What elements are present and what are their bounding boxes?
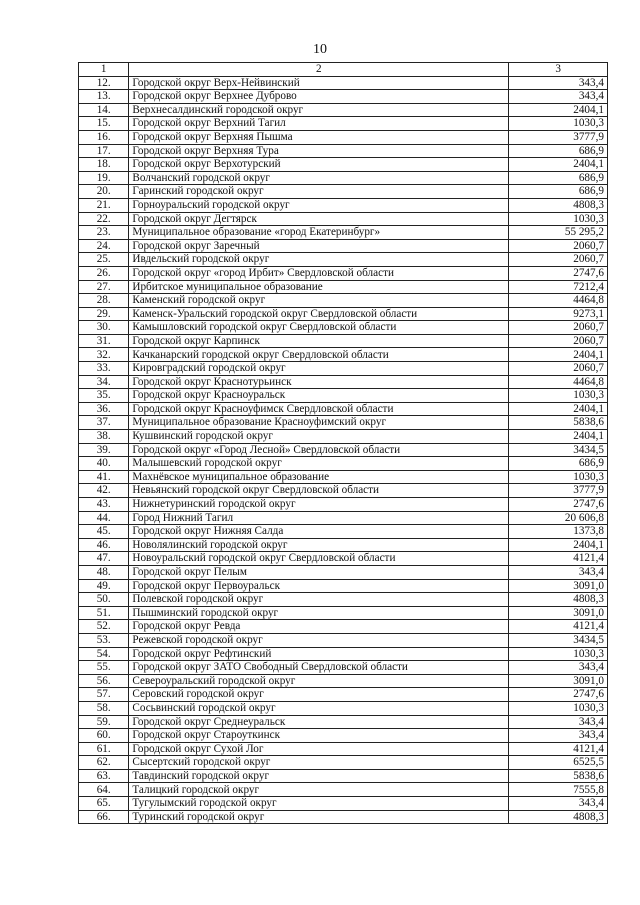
row-number: 30. — [79, 321, 129, 335]
row-number: 59. — [79, 715, 129, 729]
row-value: 4464,8 — [509, 294, 608, 308]
table-row — [79, 253, 608, 267]
row-value: 4808,3 — [509, 198, 608, 212]
header-col-3: 3 — [509, 63, 608, 77]
table-row — [79, 226, 608, 240]
table-row — [79, 443, 608, 457]
table-row — [79, 307, 608, 321]
row-value: 2747,6 — [509, 498, 608, 512]
table-row — [79, 688, 608, 702]
table-row — [79, 144, 608, 158]
row-value: 2404,1 — [509, 402, 608, 416]
row-value: 2747,6 — [509, 266, 608, 280]
row-number: 14. — [79, 103, 129, 117]
row-value: 3434,5 — [509, 443, 608, 457]
table-row — [79, 375, 608, 389]
row-number: 37. — [79, 416, 129, 430]
table-row — [79, 498, 608, 512]
row-number: 52. — [79, 620, 129, 634]
row-municipality-name: Городской округ Верхний Тагил — [129, 117, 509, 131]
row-municipality-name: Городской округ Заречный — [129, 239, 509, 253]
row-municipality-name: Малышевский городской округ — [129, 457, 509, 471]
table-row — [79, 579, 608, 593]
row-number: 48. — [79, 565, 129, 579]
row-number: 55. — [79, 661, 129, 675]
row-number: 40. — [79, 457, 129, 471]
row-municipality-name: Кушвинский городской округ — [129, 430, 509, 444]
row-municipality-name: Городской округ Староуткинск — [129, 729, 509, 743]
row-number: 22. — [79, 212, 129, 226]
row-municipality-name: Талицкий городской округ — [129, 783, 509, 797]
row-value: 686,9 — [509, 171, 608, 185]
row-value: 2747,6 — [509, 688, 608, 702]
row-value: 9273,1 — [509, 307, 608, 321]
row-number: 26. — [79, 266, 129, 280]
row-municipality-name: Городской округ Дегтярск — [129, 212, 509, 226]
row-value: 1030,3 — [509, 470, 608, 484]
row-number: 45. — [79, 525, 129, 539]
row-number: 33. — [79, 362, 129, 376]
row-number: 65. — [79, 797, 129, 811]
table-row — [79, 362, 608, 376]
table-row — [79, 783, 608, 797]
table-row — [79, 130, 608, 144]
row-municipality-name: Городской округ Пелым — [129, 565, 509, 579]
row-number: 34. — [79, 375, 129, 389]
row-municipality-name: Ивдельский городской округ — [129, 253, 509, 267]
table-row — [79, 212, 608, 226]
row-value: 2060,7 — [509, 239, 608, 253]
row-municipality-name: Полевской городской округ — [129, 593, 509, 607]
row-municipality-name: Городской округ Красноуфимск Свердловской области — [129, 402, 509, 416]
table-row — [79, 334, 608, 348]
row-number: 57. — [79, 688, 129, 702]
row-number: 15. — [79, 117, 129, 131]
table-row — [79, 389, 608, 403]
table-row — [79, 633, 608, 647]
row-municipality-name: Кировградский городской округ — [129, 362, 509, 376]
row-value: 686,9 — [509, 185, 608, 199]
table-row — [79, 76, 608, 90]
row-municipality-name: Серовский городской округ — [129, 688, 509, 702]
row-value: 1373,8 — [509, 525, 608, 539]
row-number: 64. — [79, 783, 129, 797]
page-number: 10 — [313, 42, 327, 57]
row-value: 1030,3 — [509, 117, 608, 131]
table-row — [79, 606, 608, 620]
table-row — [79, 565, 608, 579]
table-row — [79, 185, 608, 199]
row-municipality-name: Горноуральский городской округ — [129, 198, 509, 212]
row-value: 4121,4 — [509, 552, 608, 566]
table-row — [79, 593, 608, 607]
table-row — [79, 117, 608, 131]
table-body — [79, 63, 608, 824]
row-value: 5838,6 — [509, 416, 608, 430]
row-municipality-name: Махнёвское муниципальное образование — [129, 470, 509, 484]
row-number: 17. — [79, 144, 129, 158]
row-number: 24. — [79, 239, 129, 253]
row-number: 56. — [79, 674, 129, 688]
table-row — [79, 769, 608, 783]
row-value: 343,4 — [509, 90, 608, 104]
table-row — [79, 674, 608, 688]
row-value: 4464,8 — [509, 375, 608, 389]
row-number: 31. — [79, 334, 129, 348]
table-row — [79, 552, 608, 566]
row-value: 4808,3 — [509, 810, 608, 824]
row-number: 58. — [79, 701, 129, 715]
table-row — [79, 158, 608, 172]
table-row — [79, 198, 608, 212]
row-municipality-name: Туринский городской округ — [129, 810, 509, 824]
header-col-2: 2 — [129, 63, 509, 77]
row-number: 21. — [79, 198, 129, 212]
row-value: 3091,0 — [509, 579, 608, 593]
row-municipality-name: Верхнесалдинский городской округ — [129, 103, 509, 117]
table-row — [79, 171, 608, 185]
row-value: 343,4 — [509, 661, 608, 675]
row-municipality-name: Качканарский городской округ Свердловской области — [129, 348, 509, 362]
row-number: 13. — [79, 90, 129, 104]
row-municipality-name: Городской округ Верх-Нейвинский — [129, 76, 509, 90]
table-row — [79, 715, 608, 729]
row-municipality-name: Городской округ Краснотурьинск — [129, 375, 509, 389]
table-row — [79, 729, 608, 743]
row-value: 3434,5 — [509, 633, 608, 647]
table-row — [79, 797, 608, 811]
row-number: 49. — [79, 579, 129, 593]
row-municipality-name: Городской округ Ревда — [129, 620, 509, 634]
row-municipality-name: Тавдинский городской округ — [129, 769, 509, 783]
row-value: 2060,7 — [509, 334, 608, 348]
table-row — [79, 484, 608, 498]
row-value: 2060,7 — [509, 321, 608, 335]
row-number: 20. — [79, 185, 129, 199]
row-municipality-name: Городской округ Среднеуральск — [129, 715, 509, 729]
table-row — [79, 647, 608, 661]
table-row — [79, 239, 608, 253]
row-number: 50. — [79, 593, 129, 607]
table-row — [79, 470, 608, 484]
table-row — [79, 661, 608, 675]
row-value: 55 295,2 — [509, 226, 608, 240]
row-number: 32. — [79, 348, 129, 362]
table-row — [79, 266, 608, 280]
row-value: 4121,4 — [509, 620, 608, 634]
row-value: 20 606,8 — [509, 511, 608, 525]
row-value: 343,4 — [509, 797, 608, 811]
row-value: 3091,0 — [509, 674, 608, 688]
row-number: 44. — [79, 511, 129, 525]
row-municipality-name: Городской округ Сухой Лог — [129, 742, 509, 756]
row-municipality-name: Волчанский городской округ — [129, 171, 509, 185]
row-municipality-name: Каменский городской округ — [129, 294, 509, 308]
row-municipality-name: Город Нижний Тагил — [129, 511, 509, 525]
row-municipality-name: Нижнетуринский городской округ — [129, 498, 509, 512]
table-row — [79, 538, 608, 552]
table-row — [79, 90, 608, 104]
row-number: 29. — [79, 307, 129, 321]
row-municipality-name: Сосьвинский городской округ — [129, 701, 509, 715]
table-row — [79, 511, 608, 525]
row-municipality-name: Муниципальное образование «город Екатеринбург» — [129, 226, 509, 240]
row-value: 2060,7 — [509, 253, 608, 267]
row-value: 1030,3 — [509, 701, 608, 715]
row-number: 53. — [79, 633, 129, 647]
table-row — [79, 742, 608, 756]
table-header-row — [79, 63, 608, 77]
row-number: 39. — [79, 443, 129, 457]
row-number: 60. — [79, 729, 129, 743]
row-municipality-name: Камышловский городской округ Свердловской области — [129, 321, 509, 335]
row-number: 36. — [79, 402, 129, 416]
row-municipality-name: Тугулымский городской округ — [129, 797, 509, 811]
row-value: 4121,4 — [509, 742, 608, 756]
row-number: 38. — [79, 430, 129, 444]
row-municipality-name: Городской округ ЗАТО Свободный Свердловской области — [129, 661, 509, 675]
row-number: 35. — [79, 389, 129, 403]
row-number: 41. — [79, 470, 129, 484]
row-value: 7212,4 — [509, 280, 608, 294]
data-table — [78, 62, 608, 824]
row-municipality-name: Городской округ Рефтинский — [129, 647, 509, 661]
row-number: 25. — [79, 253, 129, 267]
row-value: 343,4 — [509, 565, 608, 579]
table-row — [79, 103, 608, 117]
row-number: 42. — [79, 484, 129, 498]
row-municipality-name: Каменск-Уральский городской округ Свердловской области — [129, 307, 509, 321]
row-value: 2060,7 — [509, 362, 608, 376]
row-number: 46. — [79, 538, 129, 552]
row-number: 62. — [79, 756, 129, 770]
row-value: 1030,3 — [509, 212, 608, 226]
row-number: 12. — [79, 76, 129, 90]
row-municipality-name: Городской округ Красноуральск — [129, 389, 509, 403]
row-value: 3777,9 — [509, 130, 608, 144]
table-row — [79, 348, 608, 362]
header-col-1: 1 — [79, 63, 129, 77]
row-municipality-name: Городской округ «город Ирбит» Свердловской области — [129, 266, 509, 280]
row-value: 343,4 — [509, 715, 608, 729]
row-municipality-name: Городской округ Первоуральск — [129, 579, 509, 593]
table-row — [79, 416, 608, 430]
row-value: 5838,6 — [509, 769, 608, 783]
row-municipality-name: Городской округ Верхняя Тура — [129, 144, 509, 158]
table-row — [79, 430, 608, 444]
table-row — [79, 280, 608, 294]
row-number: 66. — [79, 810, 129, 824]
row-number: 23. — [79, 226, 129, 240]
row-number: 28. — [79, 294, 129, 308]
row-municipality-name: Городской округ Верхнее Дуброво — [129, 90, 509, 104]
row-number: 18. — [79, 158, 129, 172]
table-row — [79, 294, 608, 308]
row-value: 2404,1 — [509, 103, 608, 117]
row-number: 47. — [79, 552, 129, 566]
table-row — [79, 701, 608, 715]
table-row — [79, 620, 608, 634]
row-number: 16. — [79, 130, 129, 144]
row-municipality-name: Сысертский городской округ — [129, 756, 509, 770]
row-value: 2404,1 — [509, 538, 608, 552]
row-number: 19. — [79, 171, 129, 185]
row-value: 6525,5 — [509, 756, 608, 770]
table-row — [79, 525, 608, 539]
row-municipality-name: Новоуральский городской округ Свердловской области — [129, 552, 509, 566]
row-number: 27. — [79, 280, 129, 294]
row-municipality-name: Муниципальное образование Красноуфимский округ — [129, 416, 509, 430]
row-municipality-name: Городской округ Верхняя Пышма — [129, 130, 509, 144]
row-municipality-name: Городской округ Нижняя Салда — [129, 525, 509, 539]
table-row — [79, 457, 608, 471]
row-municipality-name: Городской округ Верхотурский — [129, 158, 509, 172]
row-number: 63. — [79, 769, 129, 783]
table-row — [79, 402, 608, 416]
row-municipality-name: Городской округ Карпинск — [129, 334, 509, 348]
row-municipality-name: Городской округ «Город Лесной» Свердловской области — [129, 443, 509, 457]
table-row — [79, 756, 608, 770]
row-number: 43. — [79, 498, 129, 512]
row-value: 4808,3 — [509, 593, 608, 607]
table-row — [79, 321, 608, 335]
row-number: 61. — [79, 742, 129, 756]
row-municipality-name: Гаринский городской округ — [129, 185, 509, 199]
row-value: 343,4 — [509, 729, 608, 743]
row-value: 2404,1 — [509, 430, 608, 444]
row-value: 3091,0 — [509, 606, 608, 620]
row-number: 51. — [79, 606, 129, 620]
row-value: 2404,1 — [509, 158, 608, 172]
row-municipality-name: Режевской городской округ — [129, 633, 509, 647]
row-value: 686,9 — [509, 144, 608, 158]
row-value: 686,9 — [509, 457, 608, 471]
row-value: 7555,8 — [509, 783, 608, 797]
row-municipality-name: Невьянский городской округ Свердловской области — [129, 484, 509, 498]
row-municipality-name: Пышминский городской округ — [129, 606, 509, 620]
row-municipality-name: Ирбитское муниципальное образование — [129, 280, 509, 294]
row-municipality-name: Новолялинский городской округ — [129, 538, 509, 552]
row-value: 1030,3 — [509, 389, 608, 403]
row-value: 343,4 — [509, 76, 608, 90]
row-value: 3777,9 — [509, 484, 608, 498]
row-value: 1030,3 — [509, 647, 608, 661]
row-municipality-name: Североуральский городской округ — [129, 674, 509, 688]
row-value: 2404,1 — [509, 348, 608, 362]
table-row — [79, 810, 608, 824]
row-number: 54. — [79, 647, 129, 661]
